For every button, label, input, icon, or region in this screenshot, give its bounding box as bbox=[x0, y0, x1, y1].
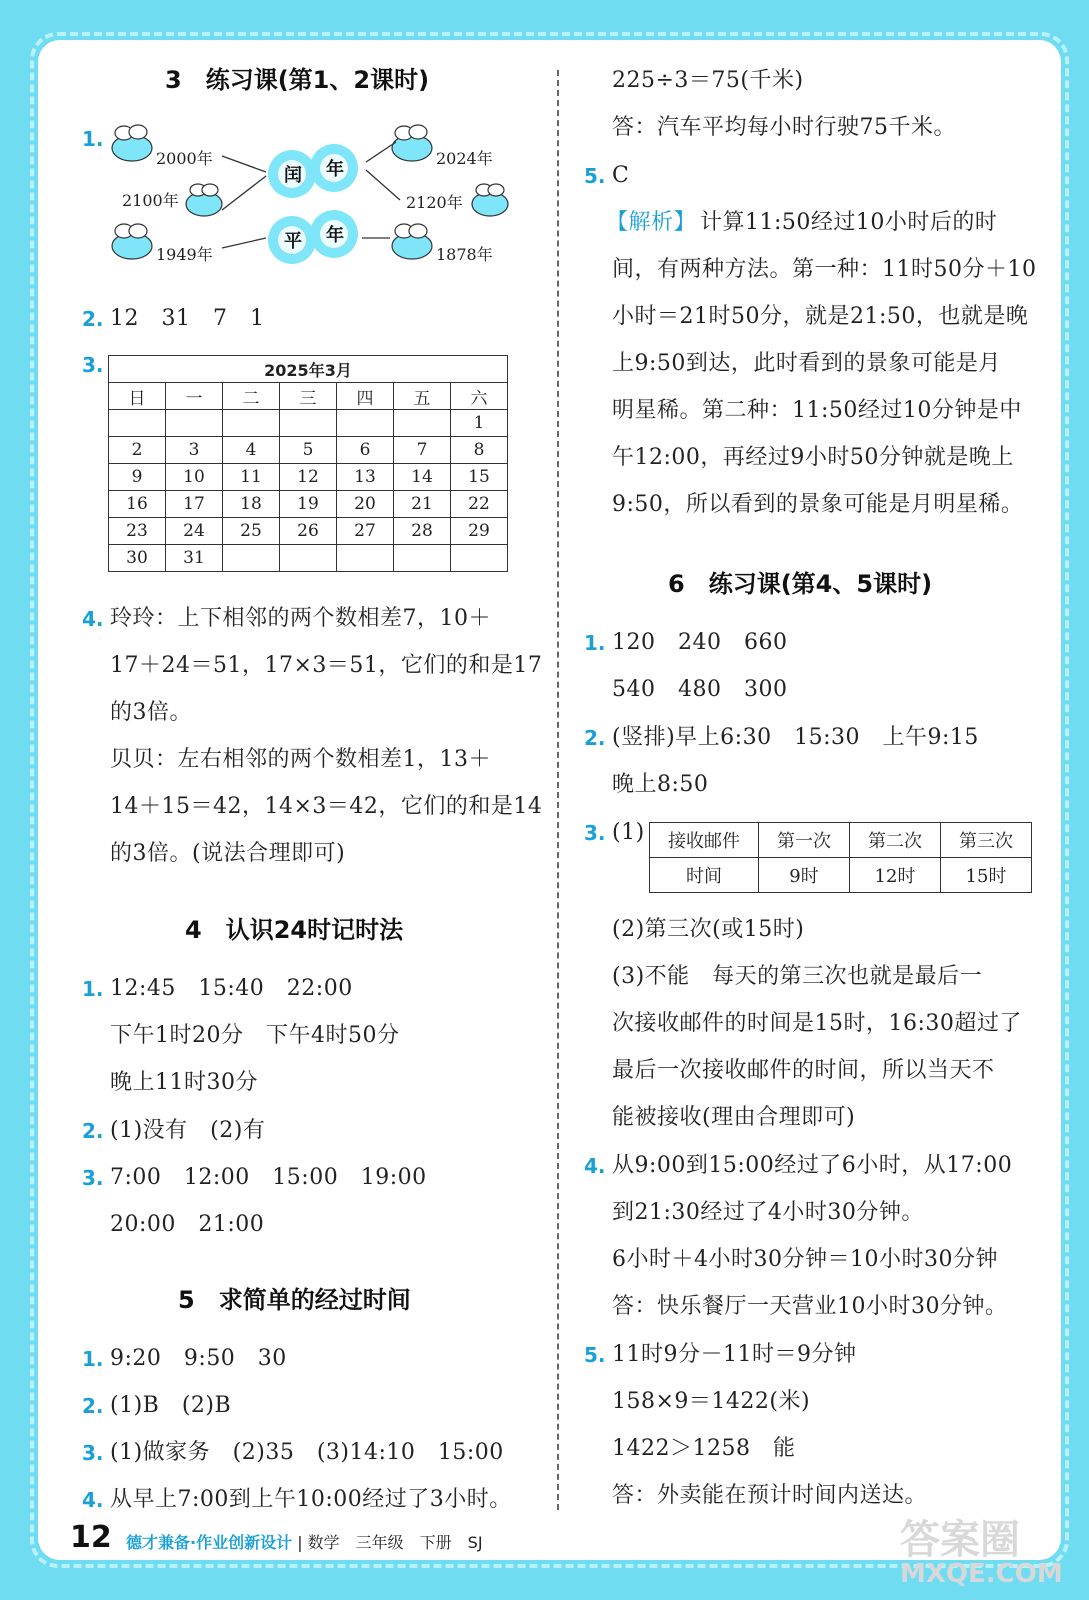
day-cell: 24 bbox=[166, 518, 223, 545]
s4-q1-line: 下午1时20分 下午4时50分 bbox=[110, 1023, 400, 1048]
weekday-cell: 日 bbox=[109, 383, 166, 410]
s3-q4-number: 4. bbox=[82, 607, 104, 631]
bee-icon bbox=[472, 184, 508, 216]
mail-table bbox=[649, 822, 1032, 893]
day-cell: 29 bbox=[451, 518, 508, 545]
analysis-label: 【解析】 bbox=[606, 210, 697, 235]
s5-q2-answer: (1)B (2)B bbox=[110, 1393, 232, 1418]
s6-q4-number: 4. bbox=[584, 1154, 606, 1178]
s4-q3-number: 3. bbox=[82, 1166, 104, 1190]
s4-q2-number: 2. bbox=[82, 1119, 104, 1143]
bee-icon bbox=[392, 224, 432, 259]
s4-q2-answer: (1)没有 (2)有 bbox=[110, 1118, 266, 1143]
s6-q5-line: 答：外卖能在预计时间内送达。 bbox=[612, 1483, 928, 1508]
mail-header-cell: 接收邮件 bbox=[650, 823, 759, 858]
label-1878: 1878年 bbox=[436, 245, 493, 264]
mail-cell: 时间 bbox=[650, 858, 759, 893]
s6-q1-number: 1. bbox=[584, 631, 606, 655]
bee-icon bbox=[392, 125, 432, 161]
analysis-line: 明星稀。第二种：11:50经过10分钟是中 bbox=[612, 398, 1022, 423]
s5-q5-number: 5. bbox=[584, 164, 606, 188]
day-cell: 14 bbox=[394, 464, 451, 491]
s5-q4-answer: 从早上7:00到上午10:00经过了3小时。 bbox=[110, 1487, 512, 1512]
s6-q3-line: 最后一次接收邮件的时间，所以当天不 bbox=[612, 1058, 995, 1083]
char-run: 闰 bbox=[284, 165, 302, 186]
s3-q1-number: 1. bbox=[82, 127, 104, 151]
s6-q5-number: 5. bbox=[584, 1343, 606, 1367]
day-cell: 8 bbox=[451, 437, 508, 464]
calendar-title: 2025年3月 bbox=[109, 356, 508, 383]
day-cell: 10 bbox=[166, 464, 223, 491]
analysis-line: 9:50，所以看到的景象可能是月明星稀。 bbox=[612, 492, 1024, 517]
day-cell: 12 bbox=[280, 464, 337, 491]
s5-q4-answer-line: 答：汽车平均每小时行驶75千米。 bbox=[612, 115, 956, 140]
day-cell: 30 bbox=[109, 545, 166, 572]
s6-q3-line: 次接收邮件的时间是15时，16:30超过了 bbox=[612, 1011, 1022, 1036]
day-cell: 15 bbox=[451, 464, 508, 491]
calendar-row bbox=[109, 410, 508, 437]
s5-q4-number: 4. bbox=[82, 1488, 104, 1512]
leap-year-diagram bbox=[100, 120, 540, 280]
day-cell: 18 bbox=[223, 491, 280, 518]
analysis-line: 午12:00，再经过9小时50分钟就是晚上 bbox=[612, 445, 1014, 470]
s6-q5-line: 158×9＝1422(米) bbox=[612, 1389, 811, 1414]
day-cell: 4 bbox=[223, 437, 280, 464]
s6-q4-line: 6小时＋4小时30分钟＝10小时30分钟 bbox=[612, 1247, 998, 1272]
s3-q2-answer: 12 31 7 1 bbox=[110, 306, 265, 331]
watermark bbox=[900, 1517, 1063, 1589]
watermark-line1: 答案圈 bbox=[900, 1517, 1020, 1563]
label-1949: 1949年 bbox=[156, 245, 213, 264]
day-cell bbox=[223, 410, 280, 437]
char-nian: 年 bbox=[326, 159, 344, 180]
s5-q3-number: 3. bbox=[82, 1441, 104, 1465]
s3-q2-number: 2. bbox=[82, 307, 104, 331]
s4-q3-line: 7:00 12:00 15:00 19:00 bbox=[110, 1165, 427, 1190]
day-cell: 23 bbox=[109, 518, 166, 545]
s5-q2-number: 2. bbox=[82, 1394, 104, 1418]
calendar-row bbox=[109, 437, 508, 464]
s5-q4-calc: 225÷3＝75(千米) bbox=[612, 68, 804, 93]
label-2100: 2100年 bbox=[122, 191, 179, 210]
weekday-cell: 四 bbox=[337, 383, 394, 410]
day-cell: 16 bbox=[109, 491, 166, 518]
s5-q3-answer: (1)做家务 (2)35 (3)14:10 15:00 bbox=[110, 1440, 504, 1465]
day-cell bbox=[280, 545, 337, 572]
s6-q3-line: (2)第三次(或15时) bbox=[612, 917, 805, 942]
s4-q3-line: 20:00 21:00 bbox=[110, 1212, 265, 1237]
s3-q4-line: 17＋24＝51，17×3＝51，它们的和是17 bbox=[110, 653, 543, 678]
footer-brand: 德才兼备·作业创新设计 bbox=[126, 1533, 293, 1552]
bee-icon bbox=[112, 224, 152, 259]
label-2024: 2024年 bbox=[436, 149, 493, 168]
s5-q1-answer: 9:20 9:50 30 bbox=[110, 1346, 287, 1371]
s3-q4-line: 的3倍。(说法合理即可) bbox=[110, 841, 346, 866]
s5-q5-answer: C bbox=[612, 163, 630, 188]
analysis-line: 小时＝21时50分，就是21:50，也就是晚 bbox=[612, 304, 1029, 329]
day-cell bbox=[451, 545, 508, 572]
day-cell: 3 bbox=[166, 437, 223, 464]
column-divider bbox=[557, 70, 559, 1510]
weekday-cell: 五 bbox=[394, 383, 451, 410]
day-cell: 2 bbox=[109, 437, 166, 464]
s6-q5-line: 1422＞1258 能 bbox=[612, 1436, 796, 1461]
day-cell bbox=[337, 410, 394, 437]
analysis-line: 上9:50到达，此时看到的景象可能是月 bbox=[612, 351, 1001, 376]
day-cell: 5 bbox=[280, 437, 337, 464]
day-cell bbox=[223, 545, 280, 572]
bee-icon bbox=[186, 184, 222, 216]
s3-q3-number: 3. bbox=[82, 353, 104, 377]
footer-info: | 数学 三年级 下册 SJ bbox=[297, 1533, 483, 1552]
s6-q2-line: 晚上8:50 bbox=[612, 772, 709, 797]
page-number: 12 bbox=[70, 1520, 112, 1555]
calendar-row bbox=[109, 518, 508, 545]
s3-q4-line: 贝贝：左右相邻的两个数相差1，13＋ bbox=[110, 747, 491, 772]
mail-cell: 9时 bbox=[759, 858, 850, 893]
s6-q4-line: 从9:00到15:00经过了6小时，从17:00 bbox=[612, 1153, 1013, 1178]
s6-q1-line: 540 480 300 bbox=[612, 677, 788, 702]
s3-q4-line: 的3倍。 bbox=[110, 700, 192, 725]
day-cell bbox=[109, 410, 166, 437]
char-nian2: 年 bbox=[326, 225, 344, 246]
s6-q2-number: 2. bbox=[584, 726, 606, 750]
weekday-cell: 二 bbox=[223, 383, 280, 410]
calendar-table bbox=[108, 355, 508, 572]
section-4-title: 4 认识24时记时法 bbox=[185, 916, 404, 944]
label-2120: 2120年 bbox=[406, 193, 463, 212]
day-cell: 6 bbox=[337, 437, 394, 464]
footer-text bbox=[126, 1530, 483, 1553]
calendar-row bbox=[109, 545, 508, 572]
weekday-cell: 一 bbox=[166, 383, 223, 410]
s3-q4-line: 玲玲：上下相邻的两个数相差7，10＋ bbox=[110, 606, 491, 631]
s4-q1-line: 12:45 15:40 22:00 bbox=[110, 976, 353, 1001]
day-cell: 7 bbox=[394, 437, 451, 464]
calendar-row bbox=[109, 491, 508, 518]
day-cell: 20 bbox=[337, 491, 394, 518]
weekday-cell: 三 bbox=[280, 383, 337, 410]
s6-q3-part1: (1) bbox=[612, 820, 645, 845]
s3-q4-line: 14＋15＝42，14×3＝42，它们的和是14 bbox=[110, 794, 543, 819]
s6-q2-line: (竖排)早上6:30 15:30 上午9:15 bbox=[612, 725, 979, 750]
calendar-row bbox=[109, 464, 508, 491]
s6-q3-line: 能被接收(理由合理即可) bbox=[612, 1105, 856, 1130]
s4-q1-line: 晚上11时30分 bbox=[110, 1070, 258, 1095]
mail-cell: 12时 bbox=[850, 858, 941, 893]
s6-q3-number: 3. bbox=[584, 821, 606, 845]
s6-q4-line: 答：快乐餐厅一天营业10小时30分钟。 bbox=[612, 1294, 1008, 1319]
s4-q1-number: 1. bbox=[82, 977, 104, 1001]
day-cell bbox=[337, 545, 394, 572]
day-cell: 9 bbox=[109, 464, 166, 491]
mail-header-cell: 第三次 bbox=[941, 823, 1032, 858]
analysis-line: 间，有两种方法。第一种：11时50分＋10 bbox=[612, 257, 1037, 282]
day-cell: 28 bbox=[394, 518, 451, 545]
day-cell: 31 bbox=[166, 545, 223, 572]
bee-icon bbox=[112, 125, 152, 161]
day-cell: 27 bbox=[337, 518, 394, 545]
section-5-title: 5 求简单的经过时间 bbox=[178, 1286, 411, 1314]
s6-q5-line: 11时9分－11时＝9分钟 bbox=[612, 1342, 857, 1367]
day-cell bbox=[394, 410, 451, 437]
mail-cell: 15时 bbox=[941, 858, 1032, 893]
section-3-title: 3 练习课(第1、2课时) bbox=[165, 66, 430, 94]
day-cell: 22 bbox=[451, 491, 508, 518]
day-cell bbox=[394, 545, 451, 572]
section-6-title: 6 练习课(第4、5课时) bbox=[668, 570, 933, 598]
analysis-line: 计算11:50经过10小时后的时 bbox=[700, 210, 998, 235]
day-cell: 26 bbox=[280, 518, 337, 545]
label-2000: 2000年 bbox=[156, 149, 213, 168]
mail-header-cell: 第一次 bbox=[759, 823, 850, 858]
weekday-cell: 六 bbox=[451, 383, 508, 410]
day-cell: 13 bbox=[337, 464, 394, 491]
char-ping: 平 bbox=[284, 231, 302, 252]
s6-q3-line: (3)不能 每天的第三次也就是最后一 bbox=[612, 964, 983, 989]
day-cell bbox=[166, 410, 223, 437]
day-cell: 1 bbox=[451, 410, 508, 437]
day-cell: 19 bbox=[280, 491, 337, 518]
day-cell bbox=[280, 410, 337, 437]
day-cell: 17 bbox=[166, 491, 223, 518]
day-cell: 11 bbox=[223, 464, 280, 491]
day-cell: 21 bbox=[394, 491, 451, 518]
s6-q4-line: 到21:30经过了4小时30分钟。 bbox=[612, 1200, 924, 1225]
watermark-line2: MXQE.COM bbox=[900, 1559, 1063, 1589]
day-cell: 25 bbox=[223, 518, 280, 545]
s6-q1-line: 120 240 660 bbox=[612, 630, 788, 655]
s5-q1-number: 1. bbox=[82, 1347, 104, 1371]
mail-header-cell: 第二次 bbox=[850, 823, 941, 858]
